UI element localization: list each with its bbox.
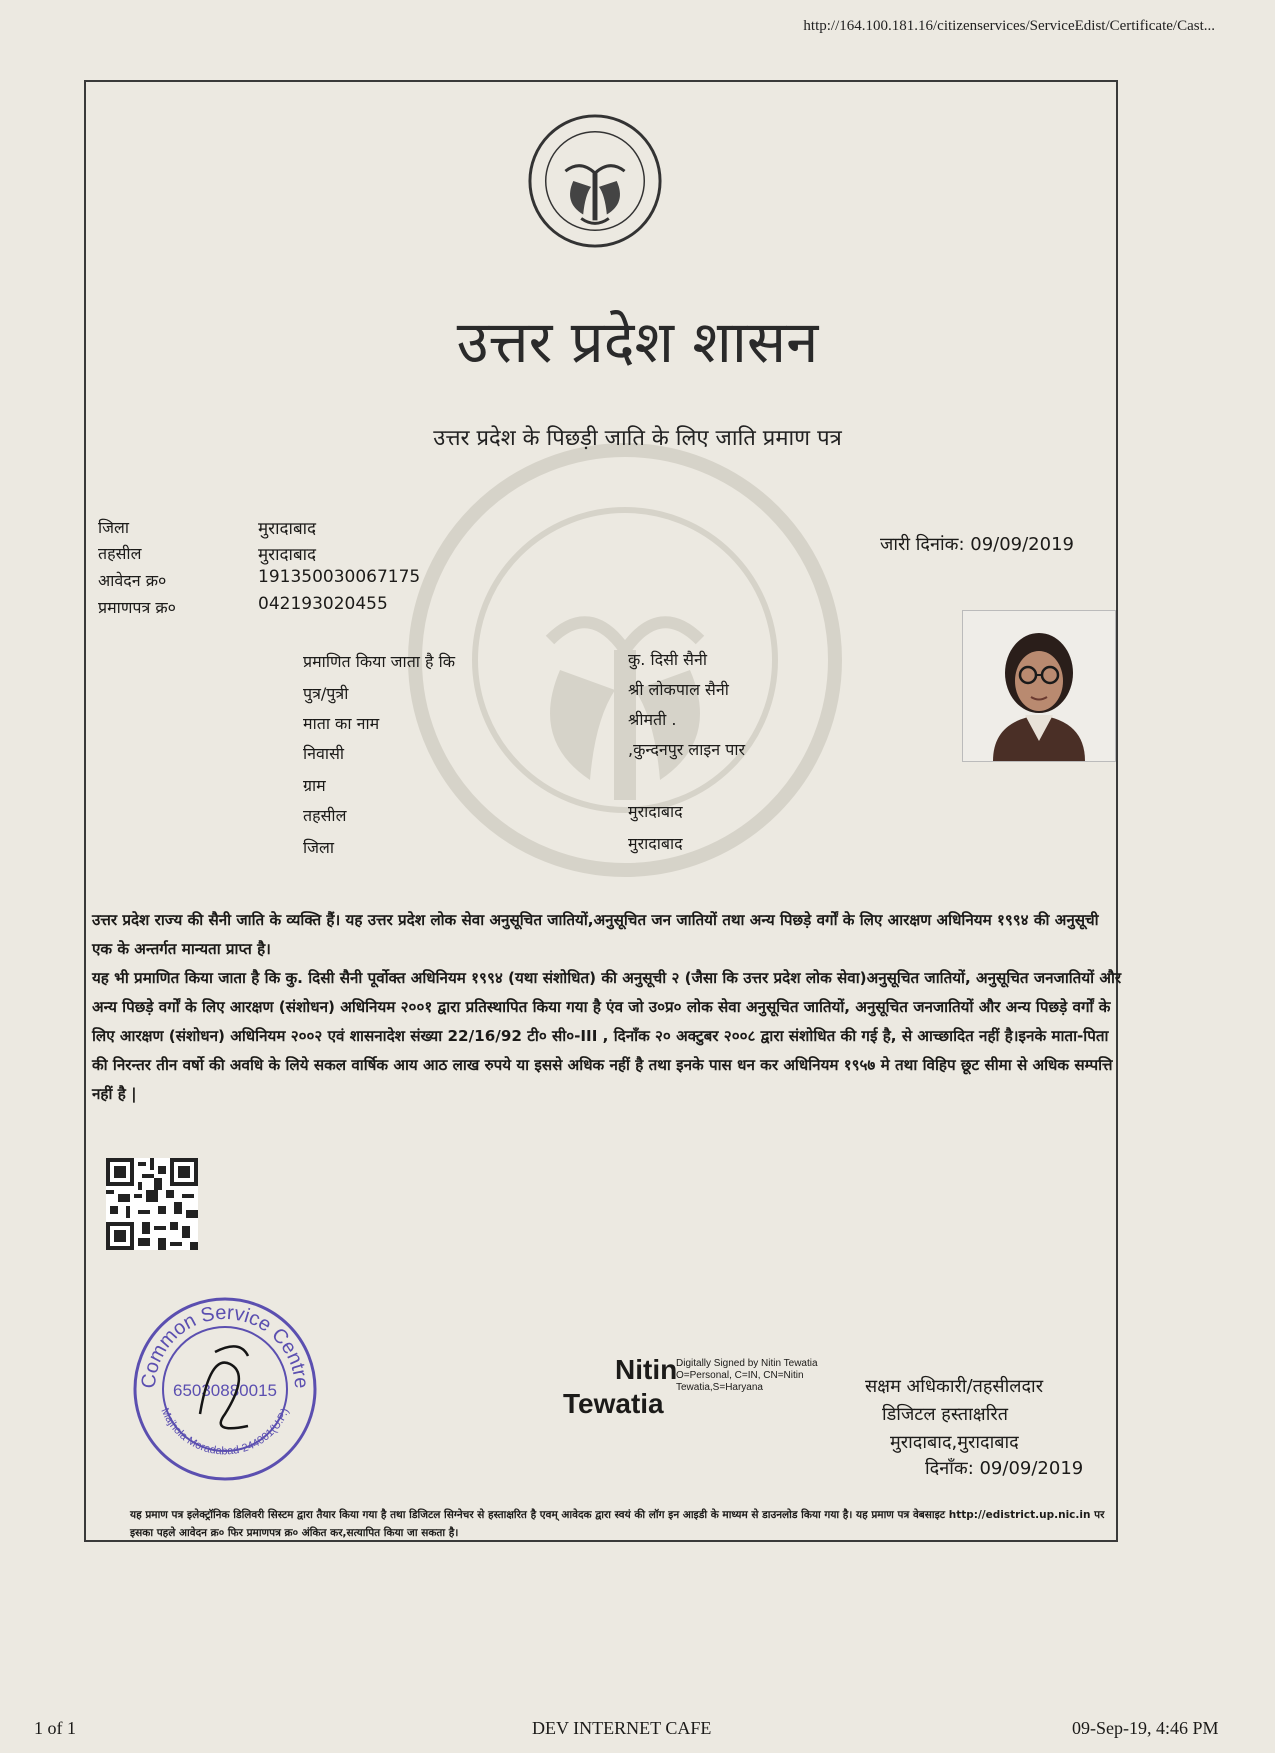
field-value-resident: ,कुन्दनपुर लाइन पार <box>628 740 746 759</box>
csc-stamp <box>130 1294 320 1484</box>
up-government-emblem <box>526 112 664 250</box>
qr-code <box>106 1158 198 1250</box>
print-source: DEV INTERNET CAFE <box>532 1718 712 1738</box>
certificate-subtitle: उत्तर प्रदेश के पिछड़ी जाति के लिए जाति प्रमाण पत्र <box>433 426 842 451</box>
field-label-certified: प्रमाणित किया जाता है कि <box>303 652 456 671</box>
digital-signature-note: Digitally Signed by Nitin Tewatia O=Personal, C=IN, CN=Nitin Tewatia,S=Haryana <box>676 1358 818 1393</box>
meta-label-district: जिला <box>98 518 130 537</box>
field-label-tehsil: तहसील <box>303 806 347 825</box>
issue-date: जारी दिनांक: 09/09/2019 <box>880 534 1074 555</box>
body-paragraph-1: उत्तर प्रदेश राज्य की सैनी जाति के व्यक्ति हैं। यह उत्तर प्रदेश लोक सेवा अनुसूचित जातियों,अनुसूचित जन जातियों तथा अन्य पिछड़े वर्गों के लिए आरक्षण अधिनियम १९९४ की अनुसूची एक के अन्तर्गत मान्यता प्राप्त है। <box>92 911 1099 958</box>
stamp-ring-text: Common Service Centre <box>137 1301 313 1390</box>
field-value-father: श्री लोकपाल सैनी <box>628 680 729 699</box>
meta-value-district: मुरादाबाद <box>258 519 317 539</box>
print-datetime: 09-Sep-19, 4:46 PM <box>1072 1718 1219 1738</box>
signature-last-name: Tewatia <box>563 1388 664 1419</box>
meta-value-application-no: 191350030067175 <box>258 567 421 587</box>
officer-designation: सक्षम अधिकारी/तहसीलदार <box>865 1376 1044 1397</box>
field-value-tehsil: मुरादाबाद <box>628 802 683 821</box>
officer-date: दिनाँक: 09/09/2019 <box>925 1458 1084 1479</box>
officer-location: मुरादाबाद,मुरादाबाद <box>890 1432 1019 1453</box>
emblem-watermark <box>400 440 850 880</box>
meta-value-tehsil: मुरादाबाद <box>258 545 317 565</box>
field-label-mother: माता का नाम <box>303 714 380 733</box>
officer-digital-signed: डिजिटल हस्ताक्षरित <box>882 1404 1008 1425</box>
meta-value-certificate-no: 042193020455 <box>258 594 388 614</box>
applicant-photo <box>962 610 1116 762</box>
meta-label-tehsil: तहसील <box>98 544 142 563</box>
certificate-body <box>92 906 1122 1109</box>
body-paragraph-2: यह भी प्रमाणित किया जाता है कि कु. दिसी सैनी पूर्वोक्त अधिनियम १९९४ (यथा संशोधित) की अनुसूची २ (जैसा कि उत्तर प्रदेश लोक सेवा)अनुसूचित जातियों, अनुसूचित जनजातियों और अन्य पिछड़े वर्गों के लिए आरक्षण (संशोधन) अधिनियम २००१ द्वारा प्रतिस्थापित किया गया है एंव जो उ०प्र० लोक सेवा अनुसूचित जातियों, अनुसूचित जनजातियों और अन्य पिछड़े वर्गों के लिए आरक्षण (संशोधन) अधिनियम २००२ एवं शासनादेश संख्या 22/16/92 टी० सी०-III , दिनाँक २० अक्टुबर २००८ द्वारा संशोधित की गई है, से आच्छादित नहीं है।इनके माता-पिता की निरन्तर तीन वर्षो की अवधि के लिये सकल वार्षिक आय आठ लाख रुपये या इससे अधिक नहीं है तथा इनके पास धन कर अधिनियम १९५७ मे तथा विहिप छूट सीमा से अधिक सम्पत्ति नहीं है | <box>92 969 1122 1103</box>
page-count: 1 of 1 <box>34 1718 76 1738</box>
header-url: http://164.100.181.16/citizenservices/ServiceEdist/Certificate/Cast... <box>803 18 1215 34</box>
field-label-district: जिला <box>303 838 335 857</box>
field-label-village: ग्राम <box>303 776 326 795</box>
field-value-mother: श्रीमती . <box>628 710 677 729</box>
page-title: उत्तर प्रदेश शासन <box>456 308 819 376</box>
meta-label-application-no: आवेदन क्र० <box>98 571 167 590</box>
stamp-code: 65030880015 <box>172 1381 278 1400</box>
field-label-resident: निवासी <box>303 744 345 763</box>
meta-label-certificate-no: प्रमाणपत्र क्र० <box>98 598 176 617</box>
field-value-district: मुरादाबाद <box>628 834 683 853</box>
stamp-location: Majhola Moradabad-244001(U.P.) <box>158 1406 292 1458</box>
verification-note: यह प्रमाण पत्र इलेक्ट्रॉनिक डिलिवरी सिस्टम द्वारा तैयार किया गया है तथा डिजिटल सिग्नेचर से हस्ताक्षरित है एवम् आवेदक द्वारा स्वयं की लॉग इन आइडी के माध्यम से डाउनलोड किया गया है। यह प्रमाण पत्र वेबसाइट http://edistrict.up.nic.in पर इसका पहले आवेदन क्र० फिर प्रमाणपत्र क्र० अंकित कर,सत्यापित किया जा सकता है। <box>130 1509 1105 1539</box>
field-label-child-of: पुत्र/पुत्री <box>303 684 349 703</box>
signature-first-name: Nitin <box>615 1354 678 1385</box>
field-value-name: कु. दिसी सैनी <box>628 650 707 669</box>
